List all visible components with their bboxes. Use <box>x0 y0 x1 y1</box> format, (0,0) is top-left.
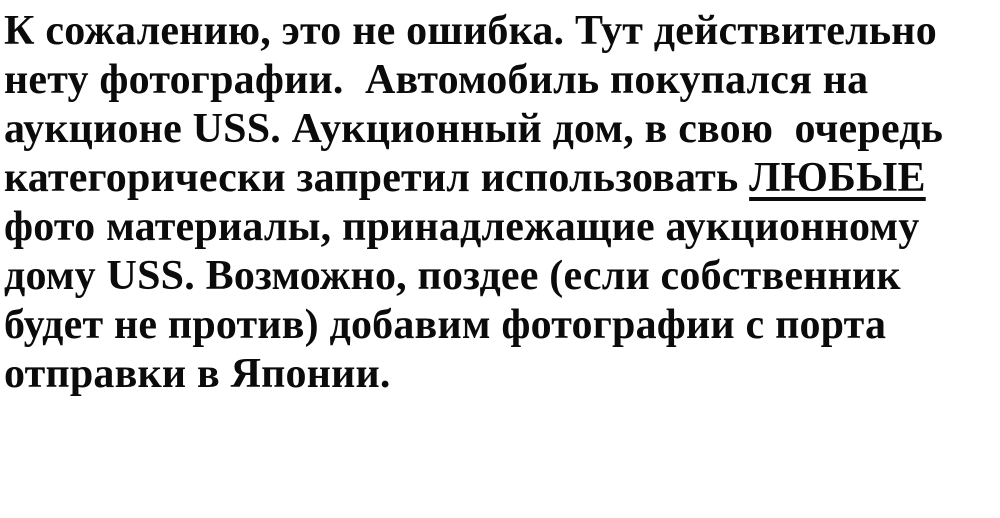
text-line-segment: категорически запретил использовать <box>4 155 750 201</box>
text-line: фото материалы, принадлежащие аукционному <box>4 204 920 250</box>
text-line: К сожалению, это не ошибка. Тут действительно <box>4 8 937 54</box>
text-line: отправки в Японии. <box>4 351 391 397</box>
text-line: будет не против) добавим фотографии с порта <box>4 302 887 348</box>
underlined-word: ЛЮБЫЕ <box>749 155 926 201</box>
text-line <box>4 154 994 203</box>
text-line: нету фотографии. Автомобиль покупался на <box>4 57 869 103</box>
text-line: аукционе USS. Аукционный дом, в свою очередь <box>4 106 944 152</box>
text-line: дому USS. Возможно, поздее (если собственник <box>4 253 901 299</box>
